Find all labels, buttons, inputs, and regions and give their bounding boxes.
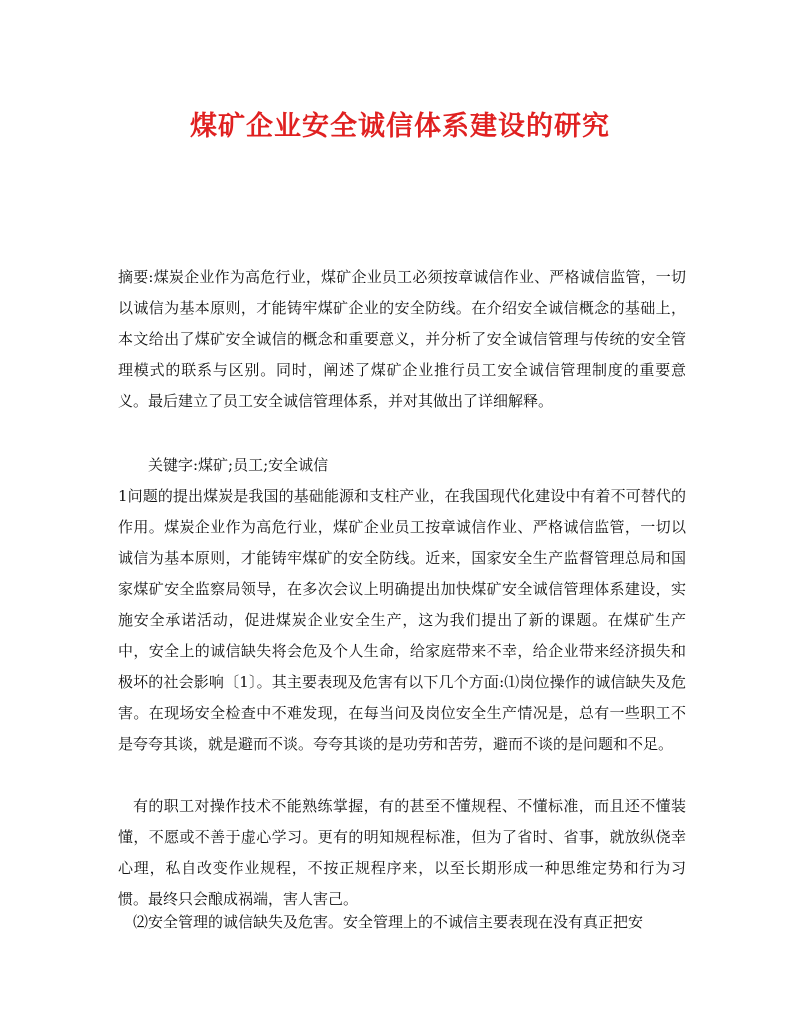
keywords-line: 关键字:煤矿;员工;安全诚信 [148,456,329,474]
section-1-paragraph: 1问题的提出煤炭是我国的基础能源和支柱产业，在我国现代化建设中有着不可替代的作用。煤炭企业作为高危行业，煤矿企业员工按章诚信作业、严格诚信监管，一切以诚信为基本原则，才能铸牢煤矿的安全防线。近来，国家安全生产监督管理总局和国家煤矿安全监察局领导，在多次会议上明确提出加快煤矿安全诚信管理体系建设，实施安全承诺活动，促进煤炭企业安全生产，这为我们提出了新的课题。在煤矿生产中，安全上的诚信缺失将会危及个人生命，给家庭带来不幸，给企业带来经济损失和极坏的社会影响〔1〕。其主要表现及危害有以下几个方面:⑴岗位操作的诚信缺失及危害。在现场安全检查中不难发现，在每当问及岗位安全生产情况是，总有一些职工不是夸夸其谈，就是避而不谈。夸夸其谈的是功劳和苦劳，避而不谈的是问题和不足。 [118,487,686,753]
document-title: 煤矿企业安全诚信体系建设的研究 [190,111,610,142]
abstract-paragraph: 摘要:煤炭企业作为高危行业，煤矿企业员工必须按章诚信作业、严格诚信监管，一切以诚信为基本原则，才能铸牢煤矿企业的安全防线。在介绍安全诚信概念的基础上，本文给出了煤矿安全诚信的概念和重要意义，并分析了安全诚信管理与传统的安全管理模式的联系与区别。同时，阐述了煤矿企业推行员工安全诚信管理制度的重要意义。最后建立了员工安全诚信管理体系，并对其做出了详细解释。 [118,268,686,410]
body-paragraph-3: ⑵安全管理的诚信缺失及危害。安全管理上的不诚信主要表现在没有真正把安 [133,913,644,931]
body-paragraph-2: 有的职工对操作技术不能熟练掌握，有的甚至不懂规程、不懂标准，而且还不懂装懂，不愿或不善于虚心学习。更有的明知规程标准，但为了省时、省事，就放纵侥幸心理，私自改变作业规程，不按正规程序来，以至长期形成一种思维定势和行为习惯。最终只会酿成祸端，害人害己。 [118,797,686,908]
